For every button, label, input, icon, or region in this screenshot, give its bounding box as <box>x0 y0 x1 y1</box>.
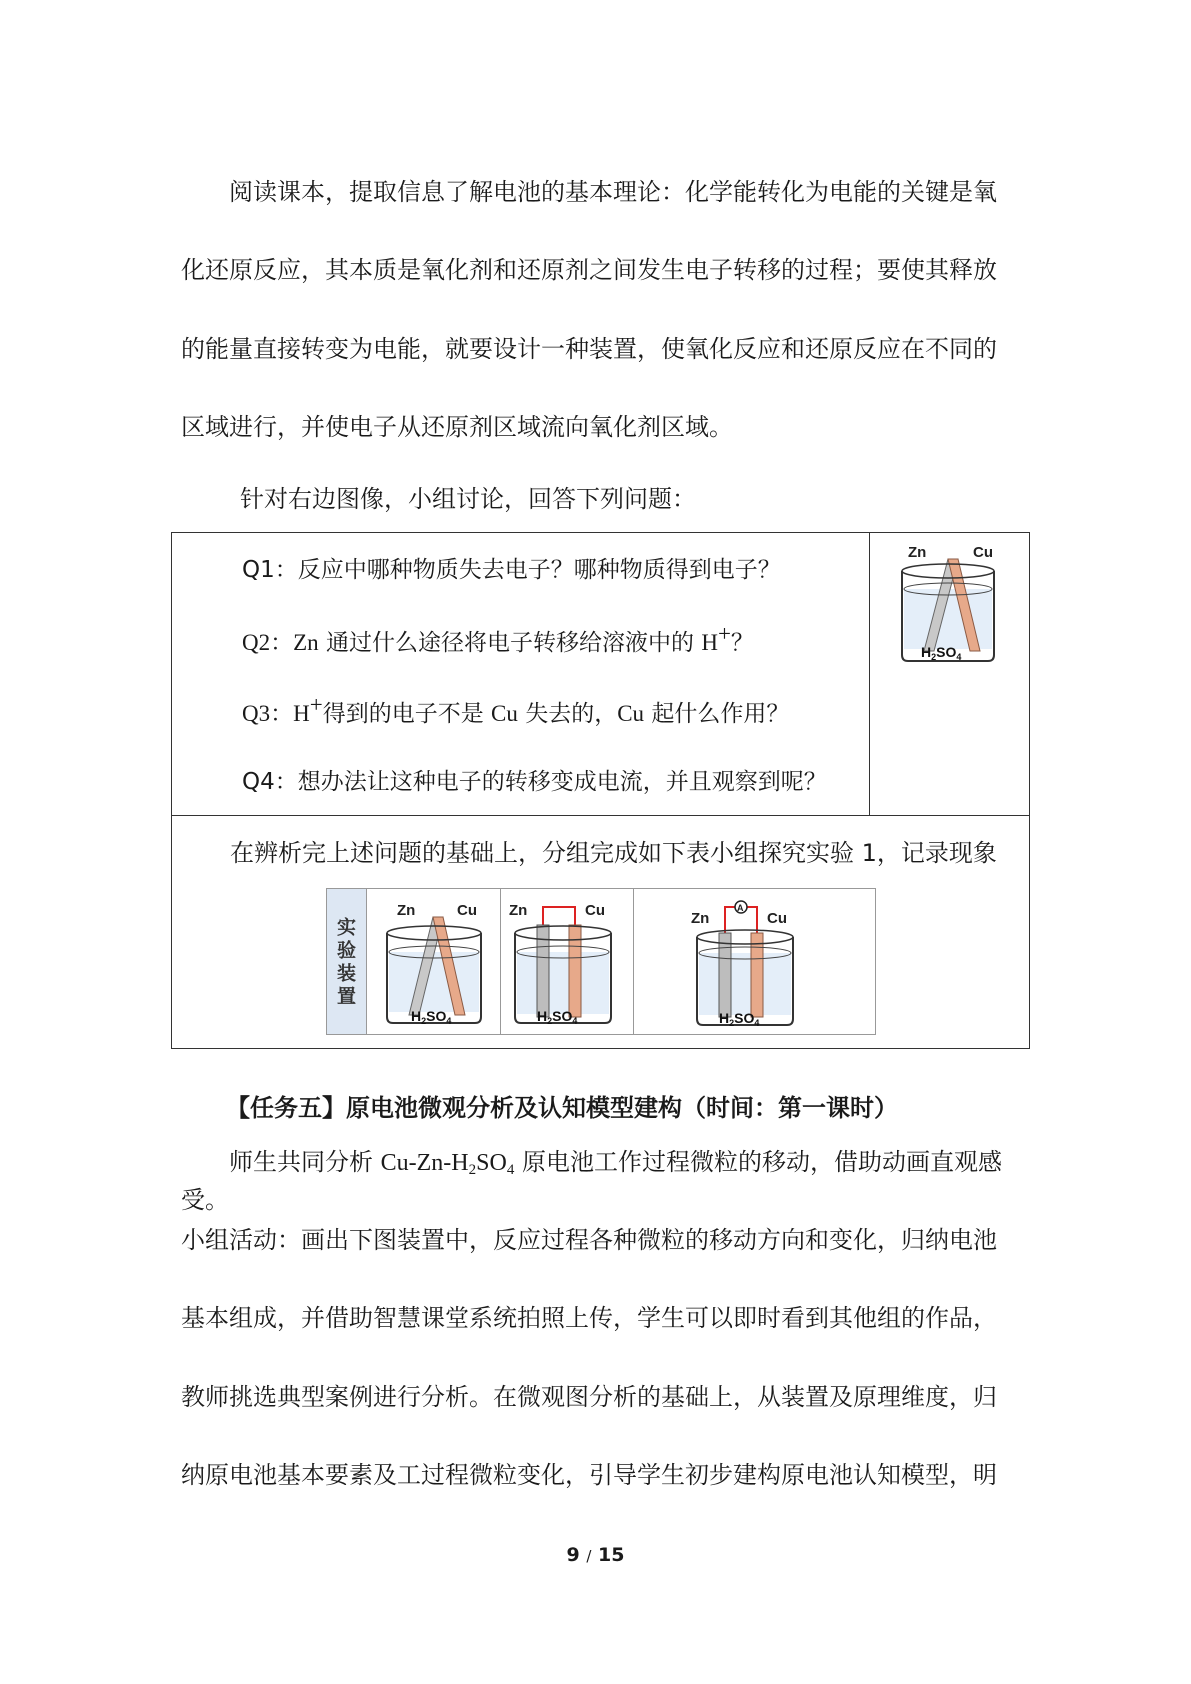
svg-text:H2SO4: $H_2SO_4$ <box>411 1008 452 1026</box>
task5-p2-line-3: 教师挑选典型案例进行分析。在微观图分析的基础上，从装置及原理维度，归 <box>181 1383 997 1411</box>
svg-text:H2SO4: $H_2SO_4$ <box>719 1010 760 1028</box>
svg-text:Cu: Cu <box>585 902 605 919</box>
apparatus-1 <box>375 897 495 1032</box>
svg-text:Zn: Zn <box>691 910 710 927</box>
ammeter-label: A <box>737 903 744 913</box>
q2-end: ？ <box>730 630 754 656</box>
cu-label: Cu <box>973 544 993 561</box>
svg-text:H2SO4: $H_2SO_4$ <box>537 1008 578 1026</box>
q3-cu-2: Cu <box>617 701 645 726</box>
experiment-table <box>326 888 876 1035</box>
svg-text:Cu: Cu <box>457 902 477 919</box>
q2-prefix: Q2： <box>242 630 294 655</box>
q3-plus: + <box>309 692 323 717</box>
vertical-divider <box>869 533 870 815</box>
experiment-header: 实验装置 <box>334 917 356 1009</box>
apparatus-3 <box>689 893 819 1033</box>
q3-prefix: Q3： <box>242 701 294 726</box>
discussion-prompt: 针对右边图像，小组讨论，回答下列问题： <box>240 485 696 513</box>
cell-divider-2 <box>633 889 634 1034</box>
question-1: Q1：反应中哪种物质失去电子？哪种物质得到电子？ <box>242 557 781 583</box>
page-footer <box>0 1544 1191 1566</box>
task5-p1: 师生共同分析 $Cu-Zn-H_2SO_4$ 原电池工作过程微粒的移动，借助动画直观感 <box>229 1148 1002 1178</box>
experiment-header-cell <box>327 889 367 1034</box>
question-box <box>171 532 1030 1049</box>
svg-text:Zn: Zn <box>397 902 416 919</box>
svg-text:Zn: Zn <box>509 902 528 919</box>
page-separator: / <box>586 1547 592 1565</box>
intro-line-3: 的能量直接转变为电能，就要设计一种装置，使氧化反应和还原反应在不同的 <box>181 335 997 363</box>
svg-text:Cu: Cu <box>767 910 787 927</box>
question-3 <box>242 692 789 728</box>
q2-h: H <box>701 630 718 655</box>
horizontal-divider <box>172 815 1029 816</box>
q3-cu-1: Cu <box>491 701 518 726</box>
q2-zn: Zn <box>293 630 319 655</box>
question-4: Q4：想办法让这种电子的转移变成电流，并且观察到呢？ <box>242 769 827 795</box>
page-number: 9 <box>566 1544 580 1566</box>
q3-text-2: 失去的， <box>517 701 618 727</box>
q3-text-3: 起什么作用？ <box>644 701 790 727</box>
page-total: 15 <box>598 1544 625 1566</box>
cell-divider-1 <box>500 889 501 1034</box>
task5-p2-line-1: 小组活动：画出下图装置中，反应过程各种微粒的移动方向和变化，归纳电池 <box>181 1226 997 1254</box>
experiment-intro: 在辨析完上述问题的基础上，分组完成如下表小组探究实验 1，记录现象 <box>230 839 997 867</box>
intro-line-1: 阅读课本，提取信息了解电池的基本理论：化学能转化为电能的关键是氧 <box>229 178 997 206</box>
task5-p2-line-4: 纳原电池基本要素及工过程微粒变化，引导学生初步建构原电池认知模型，明 <box>181 1461 997 1489</box>
beaker-figure-crossed <box>894 539 1014 669</box>
q2-text: 通过什么途径将电子转移给溶液中的 <box>318 630 702 656</box>
intro-line-2: 化还原反应，其本质是氧化剂和还原剂之间发生电子转移的过程；要使其释放 <box>181 256 997 284</box>
q3-text-1: 得到的电子不是 <box>322 701 492 727</box>
q2-plus: + <box>717 621 731 646</box>
task5-p1-end: 受。 <box>181 1186 229 1214</box>
q3-h: H <box>293 701 310 726</box>
task5-p2-line-2: 基本组成，并借助智慧课堂系统拍照上传，学生可以即时看到其他组的作品， <box>181 1304 997 1332</box>
task5-heading: 【任务五】原电池微观分析及认知模型建构（时间：第一课时） <box>226 1094 898 1122</box>
svg-text:H2SO4: $H_2SO_4$ <box>921 644 962 662</box>
question-2 <box>242 621 754 657</box>
zn-label: Zn <box>908 544 927 561</box>
intro-line-4: 区域进行，并使电子从还原剂区域流向氧化剂区域。 <box>181 413 733 441</box>
apparatus-2 <box>507 897 627 1032</box>
